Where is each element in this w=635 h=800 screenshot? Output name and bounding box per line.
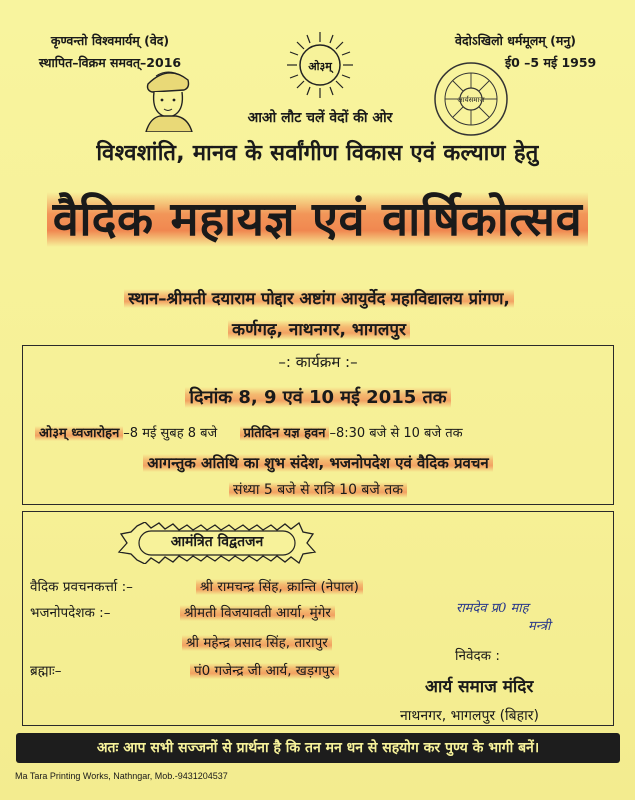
- handwritten-signature: [440, 598, 630, 638]
- program-heading: –: कार्यक्रम :–: [278, 353, 358, 371]
- printer-credit: Ma Tara Printing Works, Nathngar, Mob.-9431204537: [15, 771, 228, 781]
- invited-row-1-name: [196, 577, 363, 595]
- invited-row-4-label: ब्रह्माः–: [30, 663, 62, 679]
- invited-row-2-name-text: श्रीमती विजयावती आर्या, मुंगेर: [180, 605, 335, 621]
- evening-program-title: [22, 453, 614, 473]
- evening-program-time-text: संध्या 5 बजे से रात्रि 10 बजे तक: [229, 482, 407, 498]
- flag-hoisting-label: ओ३म् ध्वजारोहन: [35, 426, 123, 441]
- havan-time: –8:30 बजे से 10 बजे तक: [329, 426, 463, 441]
- invited-row-1-name-text: श्री रामचन्द्र सिंह, क्रान्ति (नेपाल): [196, 579, 363, 595]
- program-dates: [22, 385, 614, 409]
- flag-hoisting-time: –8 मई सुबह 8 बजे: [123, 426, 218, 441]
- invited-row-4-name: [190, 661, 339, 679]
- slogan: आओ लौट चलें वेदों की ओर: [247, 110, 393, 126]
- venue-line-2: [14, 317, 624, 340]
- program-dates-text: दिनांक 8, 9 एवं 10 मई 2015 तक: [185, 387, 450, 408]
- havan-label: प्रतिदिन यज्ञ हवन: [240, 426, 330, 441]
- signature-line-1: रामदेव प्र0 माह: [456, 601, 529, 616]
- evening-program-title-text: आगन्तुक अतिथि का शुभ संदेश, भजनोपदेश एवं वैदिक प्रवचन: [143, 454, 492, 472]
- dayanand-portrait-icon: [128, 62, 208, 132]
- invited-row-4-name-text: पं0 गजेन्द्र जी आर्य, खड़गपुर: [190, 663, 339, 679]
- invited-row-3-name-text: श्री महेन्द्र प्रसाद सिंह, तारापुर: [182, 635, 332, 651]
- invited-row-3-name: [182, 633, 332, 651]
- program-schedule-row: [35, 423, 610, 441]
- venue-line-2-text: कर्णगढ़, नाथनगर, भागलपुर: [228, 320, 410, 340]
- header-right-motto: वेदोऽखिलो धर्ममूलम् (मनु): [455, 33, 576, 48]
- main-title-text: वैदिक महायज्ञ एवं वार्षिकोत्सव: [47, 192, 588, 247]
- header-left-established: स्थापित–विक्रम समवत्–2016: [38, 55, 182, 70]
- arya-samaj-seal-icon: [432, 60, 510, 138]
- subtitle: विश्वशांति, मानव के सर्वांगीण विकास एवं कल्याण हेतु: [96, 141, 539, 166]
- sender-label: निवेदक :: [455, 648, 500, 664]
- sender-address: नाथनगर, भागलपुर (बिहार): [400, 708, 539, 724]
- invited-row-2-name: [180, 603, 335, 621]
- om-sun-logo-icon: [285, 30, 355, 100]
- header-left-motto: कृण्वन्तो विश्वमार्यम् (वेद): [50, 33, 170, 48]
- seal-text: आर्यसमाज: [457, 96, 485, 104]
- header-right-date: ई0 –5 मई 1959: [505, 55, 597, 70]
- evening-program-time: [22, 480, 614, 499]
- om-logo-text: ओ३म्: [308, 60, 332, 73]
- venue-line-1: [14, 286, 624, 309]
- invited-badge-text: आमंत्रित विद्वतजन: [170, 534, 264, 550]
- invited-row-2-label: भजनोपदेशक :–: [30, 605, 111, 621]
- venue-line-1-text: स्थान–श्रीमती दयाराम पोद्दार अष्टांग आयुर्वेद महाविद्यालय प्रांगण,: [124, 289, 514, 308]
- sender-organization: आर्य समाज मंदिर: [425, 677, 534, 697]
- signature-line-2: मन्त्री: [528, 619, 551, 634]
- invited-row-1-label: वैदिक प्रवचनकर्त्ता :–: [30, 579, 133, 595]
- footer-appeal: अतः आप सभी सज्जनों से प्रार्थना है कि तन मन धन से सहयोग कर पुण्य के भागी बनें।: [96, 740, 540, 756]
- main-title: [20, 188, 615, 252]
